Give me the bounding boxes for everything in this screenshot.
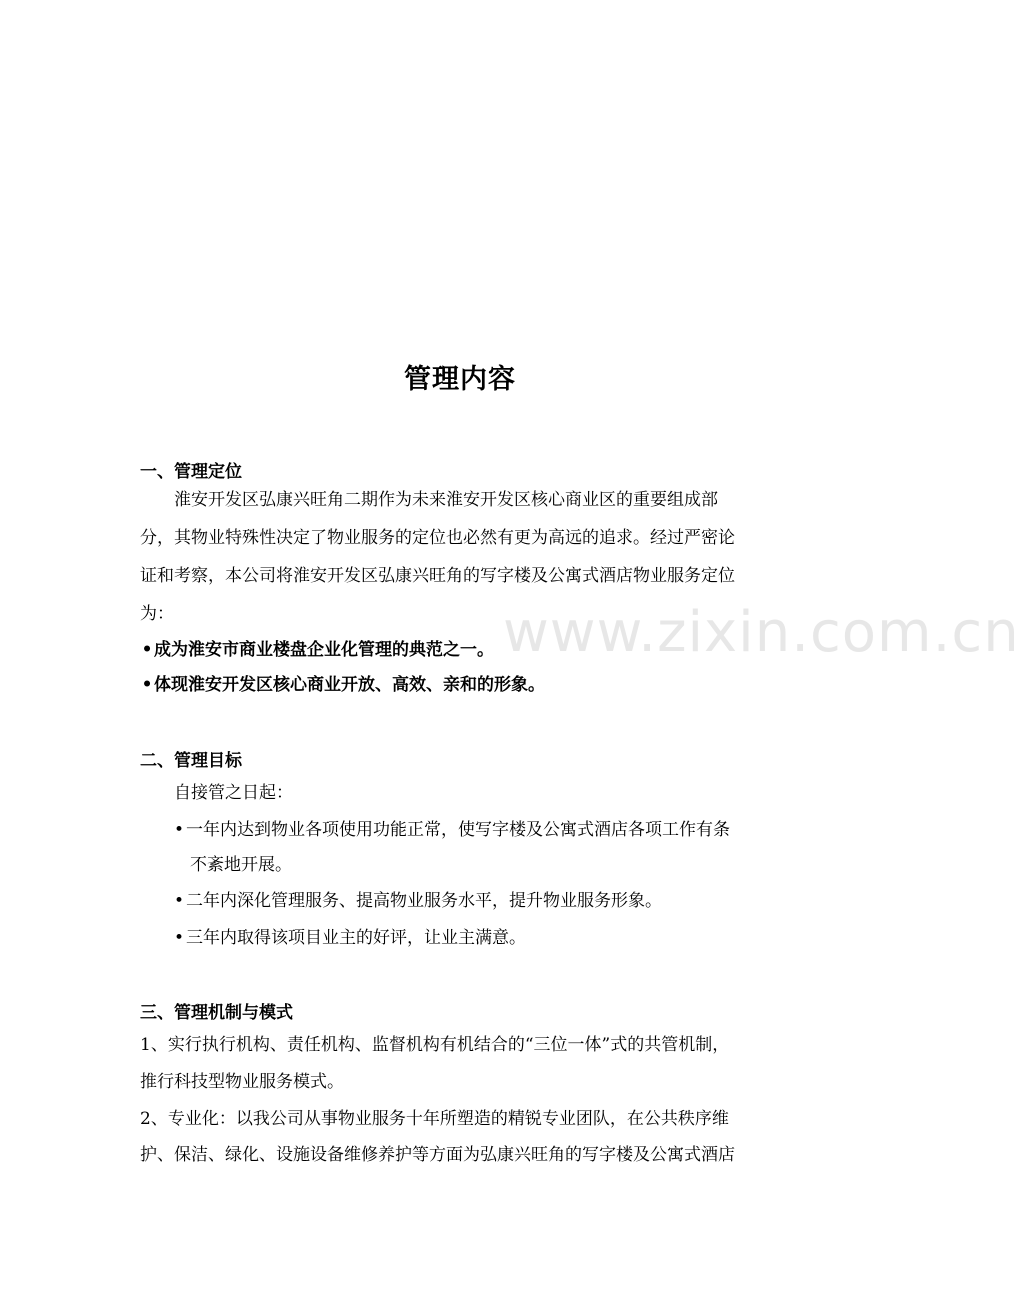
page-title: 管理内容 xyxy=(404,364,516,395)
paragraph-line: 为： xyxy=(140,604,174,624)
bullet-dot-icon: • xyxy=(141,640,153,660)
watermark: www.zixin.com.cn xyxy=(503,600,1020,665)
paragraph-line: 1、实行执行机构、责任机构、监督机构有机结合的“三位一体”式的共管机制， xyxy=(140,1035,730,1055)
bullet-dot-icon: • xyxy=(173,820,185,840)
bullet-item xyxy=(140,673,545,697)
bullet-continuation: 不紊地开展。 xyxy=(190,855,292,875)
paragraph-line: 自接管之日起： xyxy=(174,783,293,803)
paragraph-line: 2、专业化：以我公司从事物业服务十年所塑造的精锐专业团队，在公共秩序维 xyxy=(140,1109,729,1129)
section-heading-mechanism: 三、管理机制与模式 xyxy=(140,1003,293,1023)
bullet-text: 三年内取得该项目业主的好评，让业主满意。 xyxy=(186,928,526,948)
bullet-item xyxy=(172,889,662,913)
bullet-dot-icon: • xyxy=(173,928,185,948)
section-heading-positioning: 一、管理定位 xyxy=(140,462,242,482)
paragraph-line: 证和考察，本公司将淮安开发区弘康兴旺角的写字楼及公寓式酒店物业服务定位 xyxy=(140,566,735,586)
bullet-item xyxy=(172,926,526,950)
bullet-text: 一年内达到物业各项使用功能正常，使写字楼及公寓式酒店各项工作有条 xyxy=(186,820,730,840)
paragraph-line: 淮安开发区弘康兴旺角二期作为未来淮安开发区核心商业区的重要组成部 xyxy=(174,490,718,510)
bullet-text: 成为淮安市商业楼盘企业化管理的典范之一。 xyxy=(154,640,494,660)
section-heading-goals: 二、管理目标 xyxy=(140,751,242,771)
bullet-dot-icon: • xyxy=(173,891,185,911)
paragraph-line: 分，其物业特殊性决定了物业服务的定位也必然有更为高远的追求。经过严密论 xyxy=(140,528,735,548)
paragraph-line: 护、保洁、绿化、设施设备维修养护等方面为弘康兴旺角的写字楼及公寓式酒店 xyxy=(140,1145,735,1165)
bullet-item xyxy=(140,638,494,662)
bullet-item xyxy=(172,818,730,842)
bullet-text: 体现淮安开发区核心商业开放、高效、亲和的形象。 xyxy=(154,675,545,695)
paragraph-line: 推行科技型物业服务模式。 xyxy=(140,1072,344,1092)
bullet-dot-icon: • xyxy=(141,675,153,695)
bullet-text: 二年内深化管理服务、提高物业服务水平，提升物业服务形象。 xyxy=(186,891,662,911)
